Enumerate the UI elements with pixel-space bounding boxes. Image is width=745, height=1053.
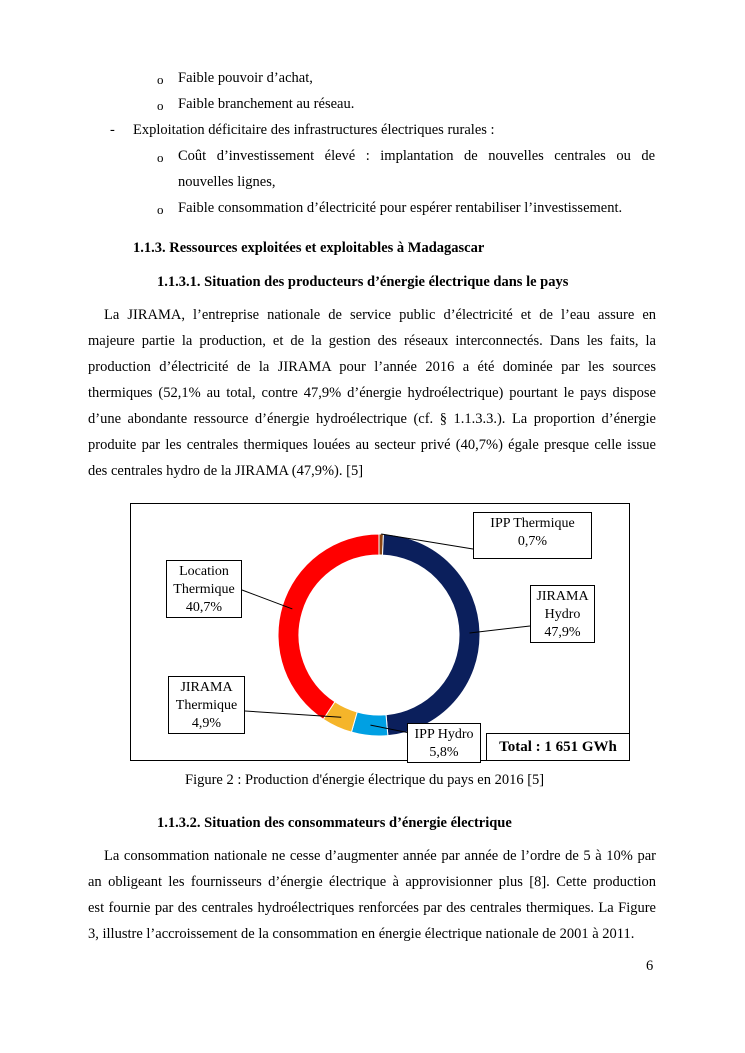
label-line: Hydro: [544, 607, 581, 622]
bullet-circle-marker: o: [157, 150, 164, 165]
figure-caption: Figure 2 : Production d'énergie électrique du pays en 2016 [5]: [185, 772, 545, 788]
label-jirama-thermique: [168, 676, 245, 734]
slice-location-thermique: [278, 534, 379, 719]
subsection-heading: 1.1.3.2. Situation des consommateurs d’énergie électrique: [157, 815, 512, 831]
paragraph-line: est fournie par des centrales hydroélectriques renforcées par des centrales thermiques. La Figure: [88, 900, 656, 916]
subsection-heading: 1.1.3.1. Situation des producteurs d’énergie électrique dans le pays: [157, 274, 569, 290]
bullet-dash-marker: -: [110, 122, 115, 138]
slice-jirama-hydro: [383, 534, 480, 736]
slice-ipp-hydro: [351, 712, 387, 736]
label-value: 0,7%: [517, 534, 548, 549]
paragraph-line: d’une abondante ressource d’énergie hydroélectrique (cf. § 1.1.3.3.). La proportion d’énergie: [88, 411, 656, 427]
label-line: Thermique: [175, 698, 238, 713]
label-line: JIRAMA: [536, 589, 589, 604]
list-item: Coût d’investissement élevé : implantation de nouvelles centrales ou de: [178, 148, 655, 164]
label-value: 40,7%: [185, 600, 223, 615]
label-line: IPP Hydro: [414, 727, 474, 742]
label-value: 5,8%: [429, 745, 459, 760]
label-ipp-thermique: [473, 512, 592, 559]
page-number: 6: [646, 958, 654, 974]
bullet-circle-marker: o: [157, 98, 164, 113]
list-item: Exploitation déficitaire des infrastructures électriques rurales :: [133, 122, 495, 138]
paragraph-line: produite par les centrales thermiques louées au secteur privé (40,7%) égale presque celle issue: [88, 437, 656, 453]
label-line: Location: [179, 564, 229, 579]
label-value: 47,9%: [544, 625, 581, 640]
paragraph-line: La JIRAMA, l’entreprise nationale de service public d’électricité et de l’eau assure en: [104, 307, 656, 323]
list-item: Faible consommation d’électricité pour espérer rentabiliser l’investissement.: [178, 200, 623, 216]
paragraph-line: majeure partie la production, et de la gestion des réseaux interconnectés. Dans les faits, la: [88, 333, 656, 349]
paragraph-line: 3, illustre l’accroissement de la consommation en énergie électrique nationale de 2001 à 2011.: [88, 926, 635, 942]
bullet-circle-marker: o: [157, 202, 164, 217]
paragraph-line: des centrales hydro de la JIRAMA (47,9%). [5]: [88, 463, 364, 479]
paragraph-line: thermiques (52,1% au total, contre 47,9% d’énergie hydroélectrique) pourtant le pays dispose: [88, 385, 656, 401]
section-heading: 1.1.3. Ressources exploitées et exploitables à Madagascar: [133, 240, 485, 256]
list-item: Faible branchement au réseau.: [178, 96, 355, 112]
label-ipp-hydro: [407, 723, 481, 763]
paragraph-line: La consommation nationale ne cesse d’augmenter année par année de l’ordre de 5 à 10% par: [104, 848, 656, 864]
list-item-continuation: nouvelles lignes,: [178, 174, 276, 190]
label-line: IPP Thermique: [490, 516, 575, 531]
total-box: Total : 1 651 GWh: [486, 733, 630, 761]
list-item: Faible pouvoir d’achat,: [178, 70, 313, 86]
paragraph-line: production d’électricité de la JIRAMA pour l’année 2016 a été dominée par les sources: [88, 359, 656, 375]
label-line: JIRAMA: [180, 680, 233, 695]
label-line: Thermique: [173, 582, 235, 597]
label-value: 4,9%: [191, 716, 222, 731]
paragraph-line: an obligeant les fournisseurs d’énergie électrique à approvisionner plus [8]. Cette production: [88, 874, 656, 890]
label-location-thermique: [166, 560, 242, 618]
bullet-circle-marker: o: [157, 72, 164, 87]
label-jirama-hydro: [530, 585, 595, 643]
